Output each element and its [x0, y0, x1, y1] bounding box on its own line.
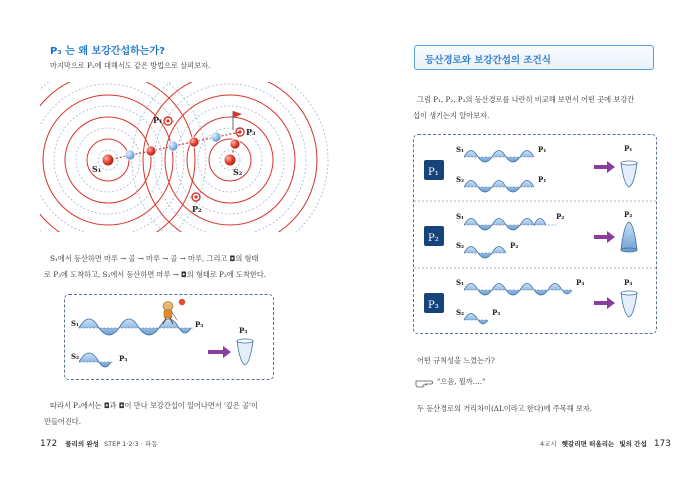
source-s2-marker: [224, 154, 236, 166]
panel-p2: [424, 210, 637, 258]
svg-text:S₁: S₁: [456, 278, 465, 287]
paragraph-2-line-2: 만들어진다.: [44, 417, 82, 426]
label-s2: S₂: [233, 167, 243, 177]
label-p2: P₂: [192, 204, 202, 214]
interference-figure: [40, 82, 330, 232]
svg-text:P₃: P₃: [492, 308, 501, 317]
svg-text:P₃: P₃: [624, 278, 633, 287]
section-title-banner: [414, 45, 654, 70]
right-page-number: 173: [653, 439, 672, 449]
section-title: 등산경로와 보강간섭의 조건식: [425, 55, 551, 66]
label-p3: P₃: [246, 127, 256, 137]
right-footer-chapter: 4교시: [540, 440, 557, 448]
svg-text:S₁: S₁: [456, 212, 465, 221]
comparison-diagram-box: [413, 134, 657, 334]
label-s1: S₁: [92, 164, 102, 174]
svg-text:S₂: S₂: [456, 308, 465, 317]
dia-label-p3-a: P₃: [195, 320, 204, 329]
svg-text:P₂: P₂: [510, 241, 519, 250]
left-footer-title: 물리의 완성: [65, 440, 99, 448]
svg-text:S₂: S₂: [456, 175, 465, 184]
section-heading: P₃ 는 왜 보강간섭하는가?: [50, 46, 165, 57]
svg-text:P₁: P₁: [538, 145, 547, 154]
dia-label-p3-result: P₃: [239, 326, 248, 335]
right-intro-line-2: 섭이 생기는지 알아보자.: [413, 111, 490, 120]
hiking-diagram-box: [64, 294, 274, 380]
panel-p1: [424, 144, 637, 192]
pointing-hand-icon: [415, 377, 433, 389]
svg-text:S₁: S₁: [456, 145, 465, 154]
svg-text:P₂: P₂: [556, 212, 565, 221]
right-intro-line-1: 그럼 P₁, P₂, P₃의 등산경로를 나란히 비교해 보면서 어떤 곳에 보강간: [417, 95, 635, 104]
label-p1: P₁: [153, 115, 163, 125]
panel-p1-badge: P₁: [428, 167, 439, 178]
source-s1-marker: [102, 154, 114, 166]
left-footer: [40, 439, 158, 449]
question-text: 어떤 규칙성을 느꼈는가?: [417, 356, 495, 365]
svg-text:P₁: P₁: [624, 144, 633, 153]
paragraph-2-line-1: 따라서 P₃에서는 ◘과 ◘이 만나 보강간섭이 일어나면서 '깊은 골'이: [50, 401, 258, 410]
dia-label-s1: S₁: [71, 319, 80, 328]
paragraph-1-line-2: 로 P₃에 도착하고, S₂에서 등산하면 마루 → ◘의 형태로 P₃에 도착한다.: [44, 270, 267, 279]
answer-text: "으음, 뭘까….": [437, 377, 486, 386]
right-footer-title: 헷갈리면 떠올리는: [561, 440, 615, 448]
conclusion-text: 두 등산경로의 거리차이(ΔL이라고 한다)에 주목해 보자.: [417, 404, 593, 413]
right-footer: [540, 439, 671, 449]
panel-p3-badge: P₃: [428, 300, 439, 311]
svg-text:P₁: P₁: [538, 175, 547, 184]
dia-label-p3-b: P₃: [119, 354, 128, 363]
panel-p2-badge: P₂: [428, 233, 439, 244]
paragraph-1-line-1: S₁에서 등산하면 마루 → 골 → 마루 → 골 → 마루, 그리고 ◘의 형태: [50, 254, 259, 263]
right-footer-subtitle: 빛의 간섭: [619, 440, 647, 448]
dia-label-s2: S₂: [71, 352, 80, 361]
svg-text:S₂: S₂: [456, 241, 465, 250]
svg-text:P₂: P₂: [624, 210, 633, 219]
intro-text: 마지막으로 P₃에 대해서도 같은 방법으로 살펴보자.: [50, 61, 211, 70]
panel-p3: [424, 278, 637, 324]
svg-text:P₃: P₃: [576, 278, 585, 287]
left-page-number: 172: [40, 439, 58, 449]
left-footer-subtitle: STEP 1·2·3 · 파동: [104, 440, 158, 448]
